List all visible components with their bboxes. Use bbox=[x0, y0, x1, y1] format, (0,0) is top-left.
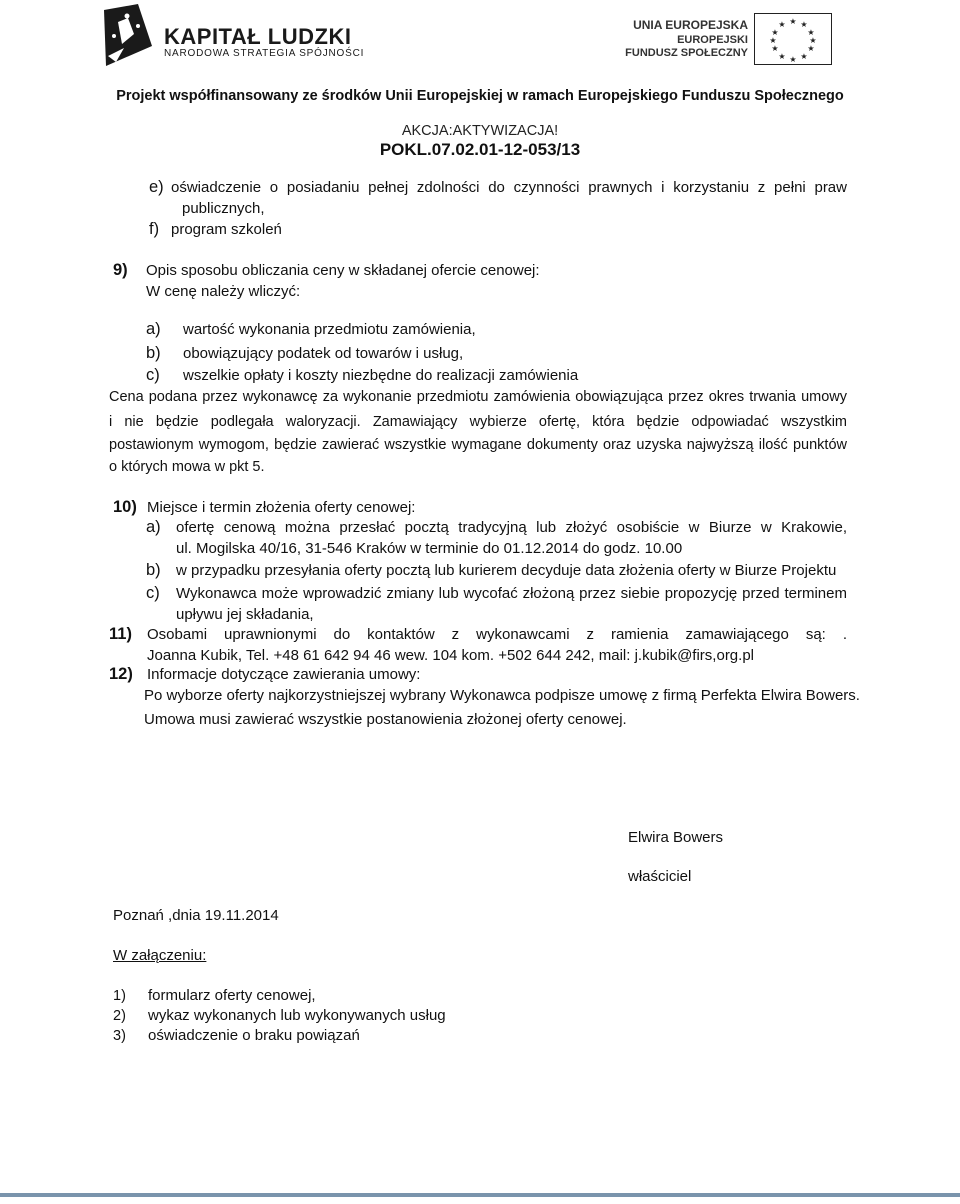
place-date: Poznań ,dnia 19.11.2014 bbox=[113, 907, 279, 924]
item-e-text-continued: publicznych, bbox=[182, 200, 265, 217]
kapital-ludzki-emblem-icon bbox=[98, 4, 156, 68]
eu-logo-line1: UNIA EUROPEJSKA bbox=[633, 18, 748, 32]
attachment-3-text: oświadczenie o braku powiązań bbox=[148, 1027, 360, 1044]
svg-text:★: ★ bbox=[807, 28, 815, 37]
svg-text:★: ★ bbox=[800, 52, 808, 61]
section-9-item-c-label: c) bbox=[146, 366, 160, 384]
eu-logo bbox=[610, 12, 860, 68]
section-10-title: Miejsce i termin złożenia oferty cenowej: bbox=[147, 499, 416, 516]
item-e-label: e) bbox=[149, 178, 164, 196]
section-9-paragraph-line-3: postawionym wymogom, będzie zawierać wszystkie wymagane dokumenty oraz uzyska najwyższą ilość punktów bbox=[109, 437, 847, 453]
section-9-title: Opis sposobu obliczania ceny w składanej ofercie cenowej: bbox=[146, 262, 540, 279]
section-9-item-b-label: b) bbox=[146, 344, 161, 362]
svg-text:★: ★ bbox=[789, 17, 797, 26]
section-10-number: 10) bbox=[113, 498, 137, 516]
section-10-item-b-line-1: w przypadku przesyłania oferty pocztą lub kurierem decyduje data złożenia oferty w Biurze Projektu bbox=[176, 562, 837, 579]
eu-flag-icon bbox=[754, 13, 832, 65]
section-10-item-c-line-2: upływu jej składania, bbox=[176, 606, 314, 623]
kl-logo-title: KAPITAŁ LUDZKI bbox=[164, 24, 352, 49]
eu-logo-line3: FUNDUSZ SPOŁECZNY bbox=[625, 47, 748, 59]
section-11-line-1: Osobami uprawnionymi do kontaktów z wykonawcami z ramienia zamawiającego są: . bbox=[147, 626, 847, 643]
section-9-paragraph-line-2: i nie będzie podlegała waloryzacji. Zamawiający wybierze ofertę, która będzie odpowiadać wszystkim bbox=[109, 414, 847, 430]
project-cofinancing-line: Projekt współfinansowany ze środków Unii Europejskiej w ramach Europejskiego Funduszu Społecznego bbox=[116, 88, 844, 104]
section-11-number: 11) bbox=[109, 625, 132, 643]
section-12-line-1: Po wyborze oferty najkorzystniejszej wybrany Wykonawca podpisze umowę z firmą Perfekta Elwira Bowers. bbox=[144, 687, 860, 704]
svg-text:★: ★ bbox=[771, 44, 779, 53]
section-10-item-a-label: a) bbox=[146, 518, 161, 536]
section-10-item-b-label: b) bbox=[146, 561, 161, 579]
section-10-item-a-line-1: ofertę cenową można przesłać pocztą tradycyjną lub złożyć osobiście w Biurze w Krakowie, bbox=[176, 519, 847, 536]
svg-text:★: ★ bbox=[778, 20, 786, 29]
section-10-item-c-line-1: Wykonawca może wprowadzić zmiany lub wycofać złożoną przez siebie propozycję przed terminem bbox=[176, 585, 847, 602]
section-10-item-c-label: c) bbox=[146, 584, 160, 602]
svg-text:★: ★ bbox=[809, 36, 817, 45]
kl-logo-subtitle: NARODOWA STRATEGIA SPÓJNOŚCI bbox=[164, 48, 365, 59]
svg-text:★: ★ bbox=[800, 20, 808, 29]
eu-logo-line2: EUROPEJSKI bbox=[677, 34, 748, 46]
item-f-label: f) bbox=[149, 220, 160, 238]
pokl-number: POKL.07.02.01-12-053/13 bbox=[379, 140, 581, 159]
section-9-paragraph-line-1: Cena podana przez wykonawcę za wykonanie przedmiotu zamówienia obowiązująca przez okres trwania umowy bbox=[109, 389, 847, 405]
section-9-item-a-label: a) bbox=[146, 320, 161, 338]
section-9-item-c-text: wszelkie opłaty i koszty niezbędne do realizacji zamówienia bbox=[183, 367, 579, 384]
item-e-text: oświadczenie o posiadaniu pełnej zdolności do czynności prawnych i korzystaniu z pełni praw bbox=[171, 179, 847, 196]
svg-text:★: ★ bbox=[769, 36, 777, 45]
svg-text:★: ★ bbox=[789, 55, 797, 64]
section-9-paragraph-line-4: o których mowa w pkt 5. bbox=[109, 459, 265, 475]
section-12-title: Informacje dotyczące zawierania umowy: bbox=[147, 666, 421, 683]
section-9-subtitle: W cenę należy wliczyć: bbox=[146, 283, 301, 300]
attachment-2-text: wykaz wykonanych lub wykonywanych usług bbox=[148, 1007, 446, 1024]
section-10-item-a-line-2: ul. Mogilska 40/16, 31-546 Kraków w terminie do 01.12.2014 do godz. 10.00 bbox=[176, 540, 683, 557]
attachments-title: W załączeniu: bbox=[113, 947, 207, 964]
item-f-text: program szkoleń bbox=[171, 221, 282, 238]
attachment-3-label: 3) bbox=[113, 1028, 126, 1044]
attachment-1-text: formularz oferty cenowej, bbox=[148, 987, 316, 1004]
svg-text:★: ★ bbox=[771, 28, 779, 37]
section-12-line-2: Umowa musi zawierać wszystkie postanowienia złożonej oferty cenowej. bbox=[144, 711, 627, 728]
svg-text:★: ★ bbox=[807, 44, 815, 53]
signature-role: właściciel bbox=[628, 868, 692, 885]
page-bottom-rule bbox=[0, 1193, 960, 1197]
akcja-label: AKCJA:AKTYWIZACJA! bbox=[401, 123, 559, 139]
svg-text:★: ★ bbox=[778, 52, 786, 61]
section-9-item-a-text: wartość wykonania przedmiotu zamówienia, bbox=[183, 321, 476, 338]
signature-name: Elwira Bowers bbox=[628, 829, 724, 846]
section-12-number: 12) bbox=[109, 665, 133, 683]
attachment-1-label: 1) bbox=[113, 988, 126, 1004]
kapital-ludzki-logo bbox=[98, 4, 365, 68]
section-9-number: 9) bbox=[113, 261, 128, 279]
section-9-item-b-text: obowiązujący podatek od towarów i usług, bbox=[183, 345, 464, 362]
section-11-contact: Joanna Kubik, Tel. +48 61 642 94 46 wew. 104 kom. +502 644 242, mail: j.kubik@firs,org.pl bbox=[147, 647, 754, 664]
attachment-2-label: 2) bbox=[113, 1008, 126, 1024]
